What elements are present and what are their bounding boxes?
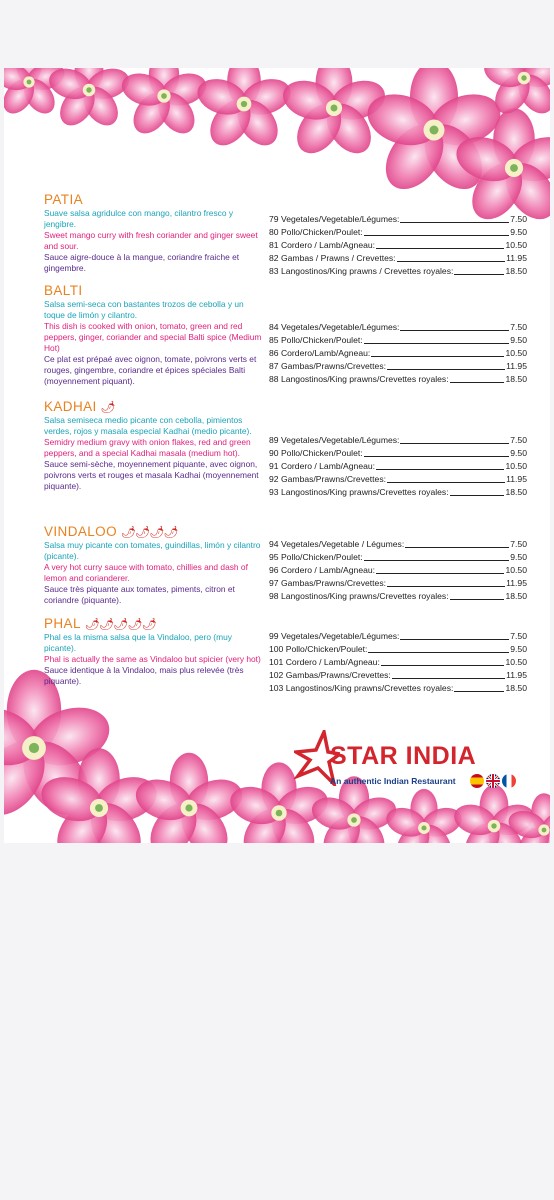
dish-balti xyxy=(44,283,264,387)
price-row: 91 Cordero / Lamb/Agneau: 10.50 xyxy=(269,461,527,471)
price-row: 82 Gambas / Prawns / Crevettes: 11.95 xyxy=(269,253,527,263)
description-french: Sauce très piquante aux tomates, piments, citron et coriandre (piquante). xyxy=(44,584,235,605)
description-english: A very hot curry sauce with tomato, chillies and dash of lemon and corianderer. xyxy=(44,562,248,583)
description-english: Semidry medium gravy with onion flakes, red and green peppers, and a special Kadhai masala (medium hot). xyxy=(44,437,251,458)
price-list-phal xyxy=(269,630,527,695)
price-row: 93 Langostinos/King prawns/Crevettes royales: 18.50 xyxy=(269,487,527,497)
price-row: 100 Pollo/Chicken/Poulet: 9.50 xyxy=(269,644,527,654)
description-french: Ce plat est prépaé avec oignon, tomate, poivrons verts et rouges, gingembre, coriandre et épices spéciales Balti (moyennement piquant). xyxy=(44,354,257,386)
description-french: Sauce aigre-douce à la mangue, coriandre fraiche et gingembre. xyxy=(44,252,240,273)
dish-title: VINDALOO 🌶🌶🌶🌶 xyxy=(44,524,178,539)
chilli-pepper-icon: 🌶🌶🌶🌶🌶 xyxy=(84,617,157,631)
price-row: 99 Vegetales/Vegetable/Légumes: 7.50 xyxy=(269,631,527,641)
restaurant-tagline: An authentic Indian Restaurant xyxy=(330,776,456,786)
price-row: 92 Gambas/Prawns/Crevettes: 11.95 xyxy=(269,474,527,484)
chilli-pepper-icon: 🌶 xyxy=(100,400,115,414)
dish-title: BALTI xyxy=(44,283,83,298)
uk-flag-icon xyxy=(486,774,500,788)
spain-flag-icon xyxy=(470,774,484,788)
restaurant-name: STAR INDIA xyxy=(330,742,477,770)
price-row: 98 Langostinos/King prawns/Crevettes royales: 18.50 xyxy=(269,591,527,601)
description-english: Sweet mango curry with fresh coriander and ginger sweet and sour. xyxy=(44,230,258,251)
dish-title: PHAL 🌶🌶🌶🌶🌶 xyxy=(44,616,157,631)
price-row: 95 Pollo/Chicken/Poulet: 9.50 xyxy=(269,552,527,562)
price-row: 80 Pollo/Chicken/Poulet: 9.50 xyxy=(269,227,527,237)
dish-vindaloo xyxy=(44,524,264,606)
france-flag-icon xyxy=(502,774,516,788)
price-row: 84 Vegetales/Vegetable/Légumes: 7.50 xyxy=(269,322,527,332)
price-row: 87 Gambas/Prawns/Crevettes: 11.95 xyxy=(269,361,527,371)
price-row: 79 Vegetales/Vegetable/Légumes: 7.50 xyxy=(269,214,527,224)
description-french: Sauce semi-sèche, moyennement piquante, avec oignon, poivrons verts et rouges et masala Kadhai (moyennement piquante). xyxy=(44,459,259,491)
price-row: 83 Langostinos/King prawns / Crevettes royales: 18.50 xyxy=(269,266,527,276)
price-row: 90 Pollo/Chicken/Poulet: 9.50 xyxy=(269,448,527,458)
dish-title: PATIA xyxy=(44,192,84,207)
price-row: 94 Vegetales/Vegetable / Légumes: 7.50 xyxy=(269,539,527,549)
description-english: This dish is cooked with onion, tomato, green and red peppers, ginger, coriander and special Balti spice (Medium Hot) xyxy=(44,321,262,353)
price-row: 85 Pollo/Chicken/Poulet: 9.50 xyxy=(269,335,527,345)
price-row: 97 Gambas/Prawns/Crevettes: 11.95 xyxy=(269,578,527,588)
price-row: 88 Langostinos/King prawns/Crevettes royales: 18.50 xyxy=(269,374,527,384)
description-spanish: Salsa semiseca medio picante con cebolla, pimientos verdes, rojos y masala especial Kadhai (medio picante). xyxy=(44,415,252,436)
dish-title: KADHAI 🌶 xyxy=(44,399,115,414)
price-row: 101 Cordero / Lamb/Agneau: 10.50 xyxy=(269,657,527,667)
price-list-balti xyxy=(269,321,527,386)
price-row: 81 Cordero / Lamb/Agneau: 10.50 xyxy=(269,240,527,250)
description-english: Phal is actually the same as Vindaloo but spicier (very hot) xyxy=(44,654,261,664)
dish-patia xyxy=(44,192,264,274)
price-list-kadhai xyxy=(269,434,527,499)
price-list-patia xyxy=(269,213,527,278)
description-spanish: Salsa muy picante con tomates, guindillas, limón y cilantro (picante). xyxy=(44,540,261,561)
menu-page xyxy=(4,68,550,843)
price-row: 103 Langostinos/King prawns/Crevettes royales: 18.50 xyxy=(269,683,527,693)
chilli-pepper-icon: 🌶🌶🌶🌶 xyxy=(120,525,178,539)
description-spanish: Salsa semi-seca con bastantes trozos de cebolla y un toque de limón y cilantro. xyxy=(44,299,244,320)
description-spanish: Suave salsa agridulce con mango, cilantro fresco y jengibre. xyxy=(44,208,234,229)
restaurant-logo xyxy=(294,730,524,790)
price-row: 86 Cordero/Lamb/Agneau: 10.50 xyxy=(269,348,527,358)
price-list-vindaloo xyxy=(269,538,527,603)
dish-kadhai xyxy=(44,399,264,492)
description-spanish: Phal es la misma salsa que la Vindaloo, pero (muy picante). xyxy=(44,632,232,653)
price-row: 96 Cordero / Lamb/Agneau: 10.50 xyxy=(269,565,527,575)
description-french: Sauce identique à la Vindaloo, mais plus relevée (très piquante). xyxy=(44,665,244,686)
dish-phal xyxy=(44,616,264,687)
price-row: 102 Gambas/Prawns/Crevettes: 11.95 xyxy=(269,670,527,680)
price-row: 89 Vegetales/Vegetable/Légumes: 7.50 xyxy=(269,435,527,445)
